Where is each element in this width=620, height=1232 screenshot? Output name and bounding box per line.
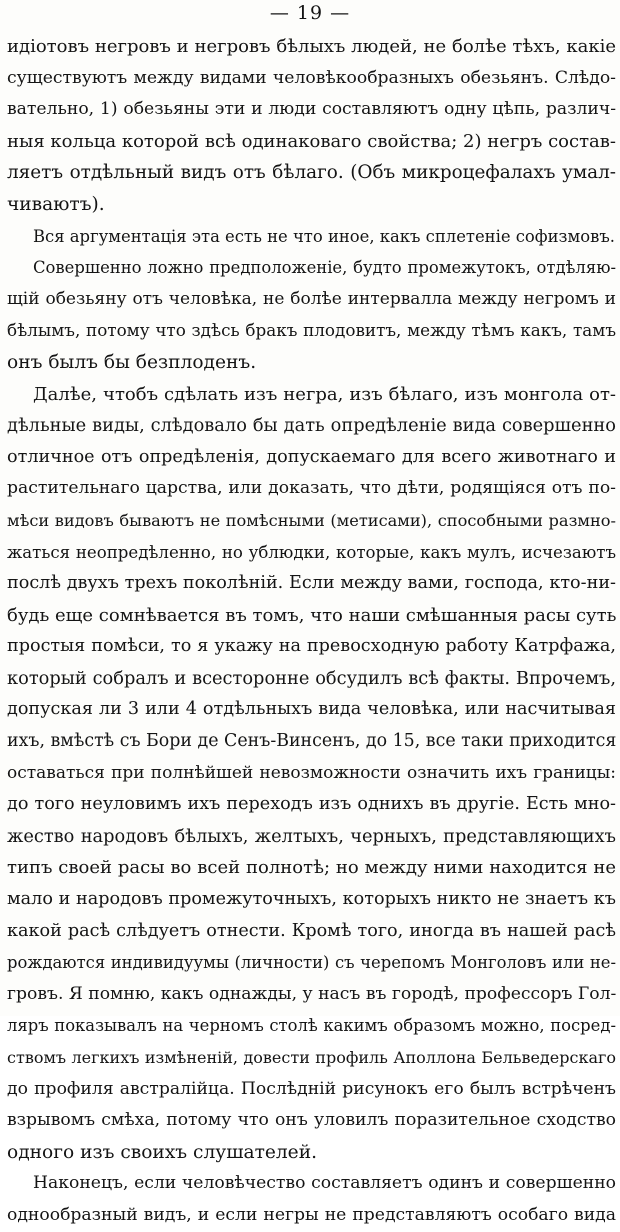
text-line: какой расѣ слѣдуетъ отнести. Кромѣ того, иногда въ нашей расѣ (7, 920, 616, 941)
text-line: послѣ двухъ трехъ поколѣній. Если между вами, господа, кто-ни- (7, 573, 616, 594)
text-line: Совершенно ложно предположеніе, будто промежутокъ, отдѣляю- (33, 258, 616, 278)
text-line: дѣльные виды, слѣдовало бы дать опредѣленіе вида совершенно (7, 415, 616, 437)
text-line: будь еще сомнѣвается въ томъ, что наши смѣшанныя расы суть (7, 604, 616, 626)
text-line: ляръ показывалъ на черномъ столѣ какимъ образомъ можно, посред- (7, 1016, 616, 1036)
text-line: типъ своей расы во всей полнотѣ; но между ними находится не (7, 857, 616, 879)
text-line: существуютъ между видами человѣкообразныхъ обезьянъ. Слѣдо- (7, 67, 616, 88)
paragraph (7, 31, 616, 221)
text-line: идіотовъ негровъ и негровъ бѣлыхъ людей, не болѣе тѣхъ, какіе (7, 36, 616, 57)
text-line: простыя помѣси, то я укажу на превосходную работу Катрфажа, (7, 636, 616, 657)
text-line: который собралъ и всесторонне обсудилъ всѣ факты. Впрочемъ, (7, 667, 616, 689)
text-line: мало и народовъ промежуточныхъ, которыхъ никто не знаетъ къ (7, 889, 616, 910)
text-line: Наконецъ, если человѣчество составляетъ одинъ и совершенно (33, 1173, 616, 1194)
paragraph (7, 379, 616, 1169)
text-line: жество народовъ бѣлыхъ, желтыхъ, черныхъ, представляющихъ (7, 825, 616, 847)
text-line: ляетъ отдѣльный видъ отъ бѣлаго. (Объ микроцефалахъ умал- (7, 162, 616, 184)
text-line: онъ былъ бы безплоденъ. (7, 351, 257, 373)
text-line: гровъ. Я помню, какъ однажды, у насъ въ городѣ, профессоръ Гол- (7, 983, 616, 1004)
text-line: ихъ, вмѣстѣ съ Бори де Сенъ-Винсенъ, до 15, все таки приходится (7, 731, 616, 752)
paragraph (7, 252, 616, 378)
text-line: отличное отъ опредѣленія, допускаемаго для всего животнаго и (7, 446, 616, 467)
text-body (7, 31, 616, 1232)
text-line: чиваютъ). (7, 193, 105, 215)
text-line: вательно, 1) обезьяны эти и люди составляютъ одну цѣпь, различ- (7, 99, 616, 120)
text-line: до профиля австралійца. Послѣдній рисунокъ его былъ встрѣченъ (7, 1078, 616, 1099)
text-line: жаться неопредѣленно, но ублюдки, которые, какъ мулъ, исчезаютъ (7, 542, 616, 562)
text-line: Вся аргументація эта есть не что иное, какъ сплетеніе софизмовъ. (33, 226, 615, 246)
text-line: до того неуловимъ ихъ переходъ изъ однихъ въ другіе. Есть мно- (7, 794, 616, 815)
text-line: ныя кольца которой всѣ одинаковаго свойства; 2) негръ состав- (7, 130, 616, 152)
paragraph (7, 221, 616, 253)
page-number: — 19 — (269, 2, 351, 24)
text-line: ствомъ легкихъ измѣненій, довести профиль Аполлона Бельведерскаго (7, 1048, 616, 1067)
text-line: рождаются индивидуумы (личности) съ черепомъ Монголовъ или не- (7, 953, 616, 973)
text-line: допуская ли 3 или 4 отдѣльныхъ вида человѣка, или насчитывая (7, 699, 616, 720)
text-line: щій обезьяну отъ человѣка, не болѣе интервалла между негромъ и (7, 288, 616, 309)
text-line: однообразный видъ, и если негры не представляютъ особаго вида (7, 1204, 616, 1225)
text-line: мѣси видовъ бываютъ не помѣсными (метисами), способными размно- (7, 510, 616, 530)
text-line: Далѣе, чтобъ сдѣлать изъ негра, изъ бѣлаго, изъ монгола от- (33, 383, 616, 405)
text-line: оставаться при полнѣйшей невозможности означить ихъ границы: (7, 762, 616, 783)
text-line: взрывомъ смѣха, потому что онъ уловилъ поразительное сходство (7, 1110, 616, 1131)
text-line: растительнаго царства, или доказать, что дѣти, родящіяся отъ по- (7, 478, 616, 499)
text-line: бѣлымъ, потому что здѣсь бракъ плодовитъ, между тѣмъ какъ, тамъ (7, 320, 616, 341)
paragraph (7, 1168, 616, 1231)
text-line: одного изъ своихъ слушателей. (7, 1141, 317, 1163)
